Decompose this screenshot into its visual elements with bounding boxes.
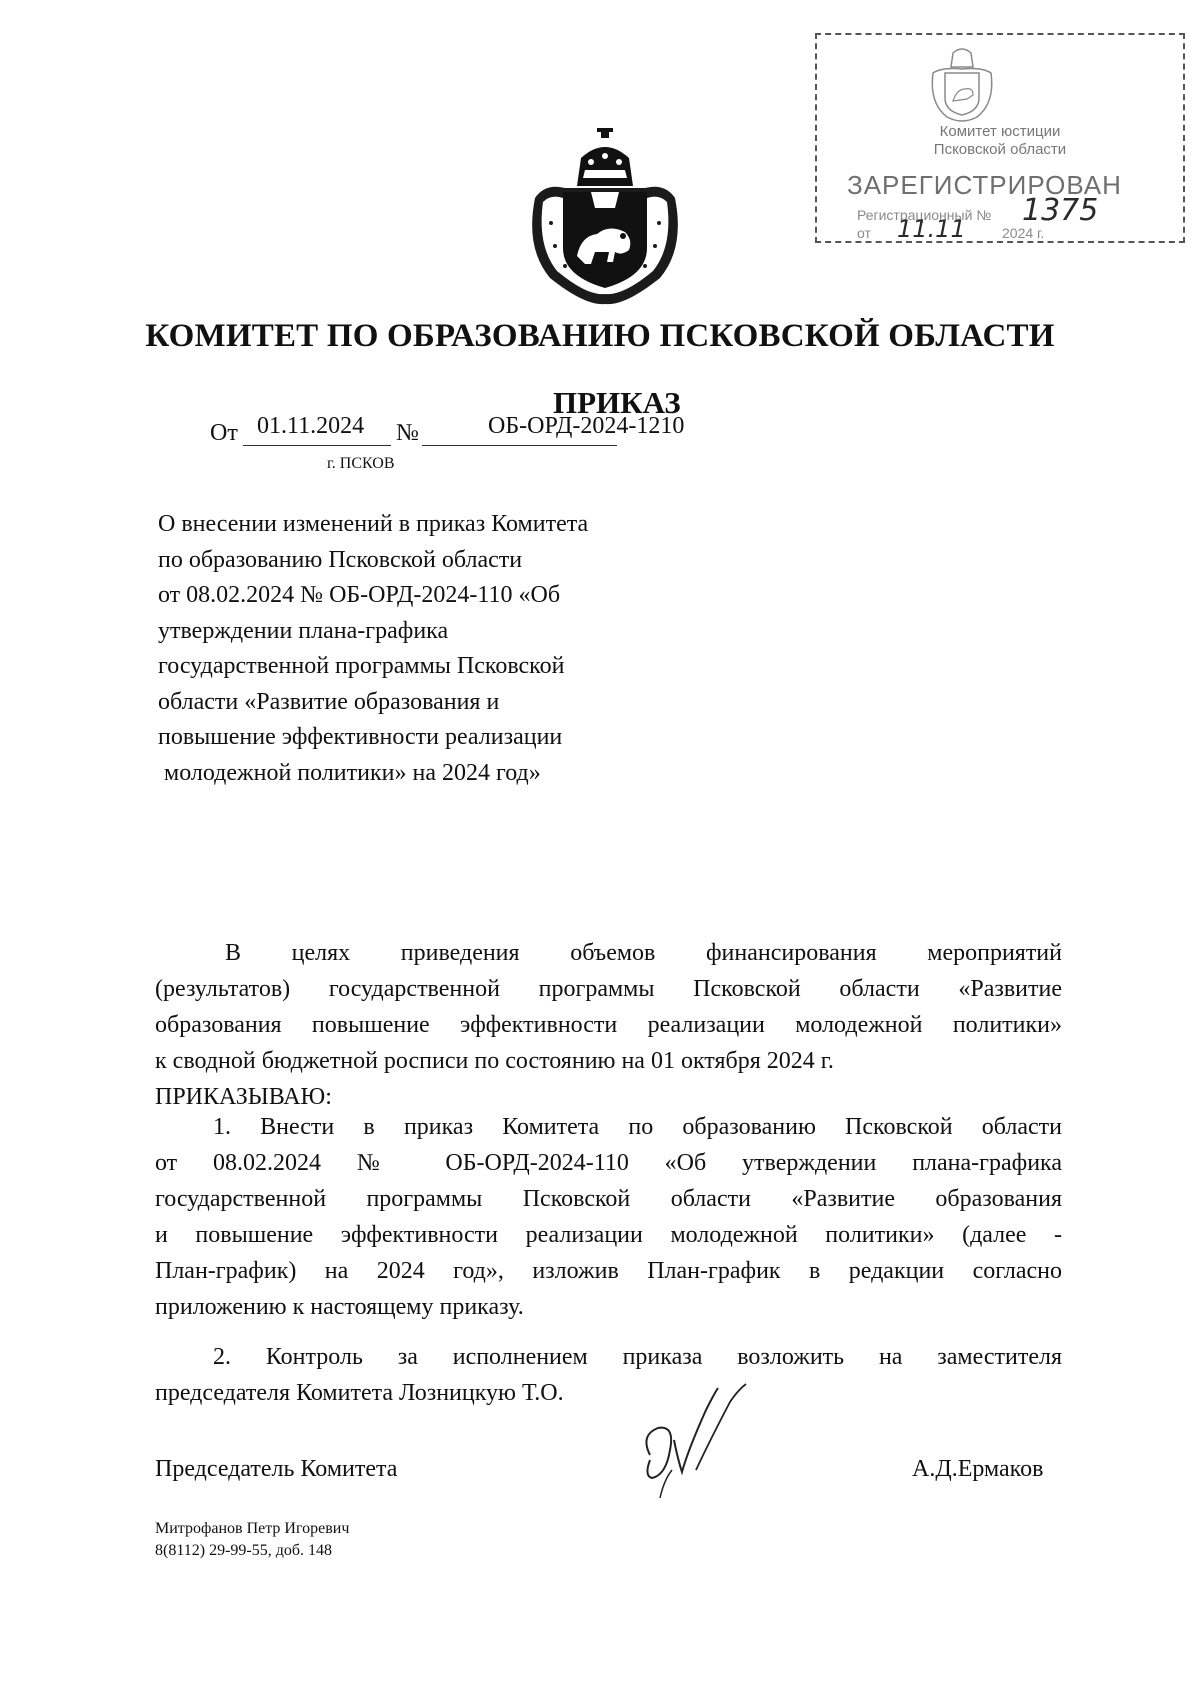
order-number: ОБ-ОРД-2024-1210 — [488, 413, 685, 439]
date-label: От — [210, 420, 238, 446]
number-label: № — [396, 420, 419, 446]
city: г. ПСКОВ — [327, 455, 395, 472]
contact-block — [155, 1518, 349, 1562]
item-1-line: и повышение эффективности реализации молодежной политики» (далее - — [155, 1222, 1062, 1248]
signatory-name: А.Д.Ермаков — [912, 1456, 1044, 1482]
stamp-year: 2024 г. — [1002, 225, 1045, 241]
date-underline — [243, 445, 391, 446]
preamble-line: (результатов) государственной программы Псковской области «Развитие — [155, 976, 1062, 1002]
preamble-line: образования повышение эффективности реализации молодежной политики» — [155, 1012, 1062, 1038]
contact-phone: 8(8112) 29-99-55, доб. 148 — [155, 1542, 332, 1559]
stamp-org-line1: Комитет юстиции — [939, 123, 1061, 140]
item-1-line: государственной программы Псковской области «Развитие образования — [155, 1186, 1062, 1212]
preamble-line: к сводной бюджетной росписи по состоянию на 01 октября 2024 г. — [155, 1048, 834, 1074]
stamp-date: 11.11 — [897, 215, 966, 243]
subject-line: государственной программы Псковской — [158, 653, 565, 679]
item-1-line: 1. Внести в приказ Комитета по образованию Псковской области — [213, 1114, 1062, 1140]
stamp-reg-number-label: Регистрационный № — [857, 207, 992, 223]
preamble — [155, 935, 1062, 1115]
registration-stamp — [815, 33, 1185, 243]
item-2 — [155, 1339, 1062, 1411]
stamp-org-line2: Псковской области — [933, 141, 1067, 158]
subject-line: области «Развитие образования и — [158, 688, 500, 715]
stamp-registered: ЗАРЕГИСТРИРОВАН — [847, 170, 1122, 200]
item-2-line: председателя Комитета Лозницкую Т.О. — [155, 1380, 564, 1406]
number-underline — [422, 445, 617, 446]
preamble-line: В целях приведения объемов финансирования мероприятий — [225, 940, 1062, 966]
item-1-line: приложению к настоящему приказу. — [155, 1294, 524, 1320]
handwritten-signature — [630, 1380, 760, 1500]
item-2-line: 2. Контроль за исполнением приказа возложить на заместителя — [213, 1344, 1062, 1370]
subject-line: повышение эффективности реализации — [158, 724, 563, 750]
subject-line: по образованию Псковской области — [158, 546, 523, 573]
stamp-reg-number: 1375 — [1022, 193, 1099, 228]
order-doc-type: ПРИКАЗ — [553, 385, 681, 420]
subject-line: молодежной политики» на 2024 год» — [158, 759, 541, 786]
subject-line: от 08.02.2024 № ОБ-ОРД-2024-110 «Об — [158, 582, 561, 608]
signatory-position: Председатель Комитета — [155, 1456, 398, 1482]
subject-line: О внесении изменений в приказ Комитета — [158, 511, 589, 537]
item-1-line: План-график) на 2024 год», изложив План-график в редакции согласно — [155, 1258, 1062, 1284]
item-1 — [155, 1109, 1062, 1325]
organization-title: КОМИТЕТ ПО ОБРАЗОВАНИЮ ПСКОВСКОЙ ОБЛАСТИ — [145, 318, 1055, 354]
item-1-line: от 08.02.2024 № ОБ-ОРД-2024-110 «Об утверждении плана-графика — [155, 1150, 1062, 1176]
contact-name: Митрофанов Петр Игоревич — [155, 1520, 350, 1537]
order-subject — [158, 507, 678, 791]
order-date: 01.11.2024 — [257, 413, 365, 439]
stamp-emblem-icon — [927, 43, 997, 125]
stamp-date-label: от — [857, 225, 871, 241]
coat-of-arms-emblem — [525, 128, 685, 306]
order-word: ПРИКАЗЫВАЮ: — [155, 1084, 332, 1110]
subject-line: утверждении плана-графика — [158, 617, 449, 644]
